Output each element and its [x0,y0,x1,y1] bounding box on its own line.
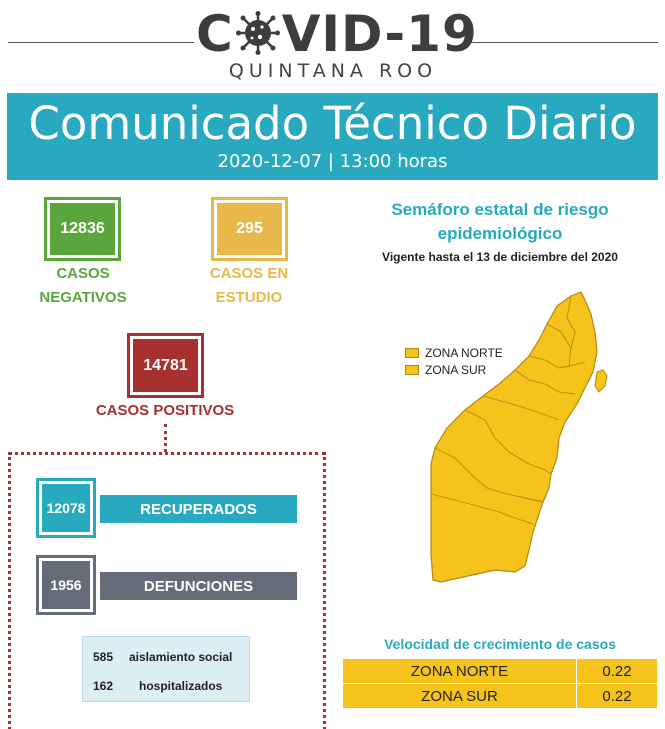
legend-swatch [405,365,419,375]
banner-date: 2020-12-07 | 13:00 horas [217,151,448,172]
estudio-label [188,262,310,310]
negativos-value: 12836 [50,203,115,255]
detail-aislamiento-text: aislamiento social [129,650,233,664]
velocidad-value: 0.22 [577,659,658,684]
covid-logo [196,5,478,63]
quintana-roo-map [425,288,615,588]
detail-aislamiento-num: 585 [93,650,114,664]
recuperados-bar: RECUPERADOS [100,495,297,523]
negativos-label-line1: CASOS [56,265,110,282]
virus-icon [236,11,280,55]
semaforo-title-line1: Semáforo estatal de riesgo [391,200,609,219]
table-row [343,684,658,709]
semaforo-title [345,198,655,246]
table-row [343,659,658,684]
negativos-label [22,262,144,310]
logo-text-right: VID-19 [281,5,478,63]
connector-dotted [164,424,167,452]
banner-title: Comunicado Técnico Diario [28,97,637,150]
recuperados-value: 12078 [42,484,90,532]
estudio-value: 295 [217,203,282,255]
positivos-label: CASOS POSITIVOS [95,402,235,419]
positivos-value: 14781 [133,339,198,392]
detail-hospitalizados-num: 162 [93,679,114,693]
negativos-label-line2: NEGATIVOS [39,289,127,306]
detail-hospitalizados [93,679,222,693]
header-line-left [8,42,194,43]
velocidad-zone: ZONA NORTE [343,659,577,684]
defunciones-box [36,555,96,615]
logo-subtitle: QUINTANA ROO [228,60,438,82]
legend-swatch [405,348,419,358]
legend-label: ZONA NORTE [425,346,503,360]
details-box [82,636,250,702]
defunciones-bar: DEFUNCIONES [100,572,297,600]
defunciones-value: 1956 [42,561,90,609]
detail-hospitalizados-text: hospitalizados [139,679,223,693]
estudio-label-line2: ESTUDIO [215,289,283,306]
velocidad-zone: ZONA SUR [343,684,577,709]
velocidad-value: 0.22 [577,684,658,709]
logo-text-left: C [196,5,234,63]
recuperados-box [36,478,96,538]
detail-aislamiento [93,650,232,664]
estudio-box [211,197,288,261]
negativos-box [44,197,121,261]
legend-label: ZONA SUR [425,363,487,377]
header-line-right [470,42,658,43]
estudio-label-line1: CASOS EN [209,265,289,282]
positivos-box [127,333,204,398]
velocidad-title: Velocidad de crecimiento de casos [384,636,616,652]
semaforo-title-line2: epidemiológico [437,224,563,243]
title-banner [7,93,658,180]
semaforo-vigente: Vigente hasta el 13 de diciembre del 2020 [382,250,618,264]
velocidad-table [342,658,658,709]
